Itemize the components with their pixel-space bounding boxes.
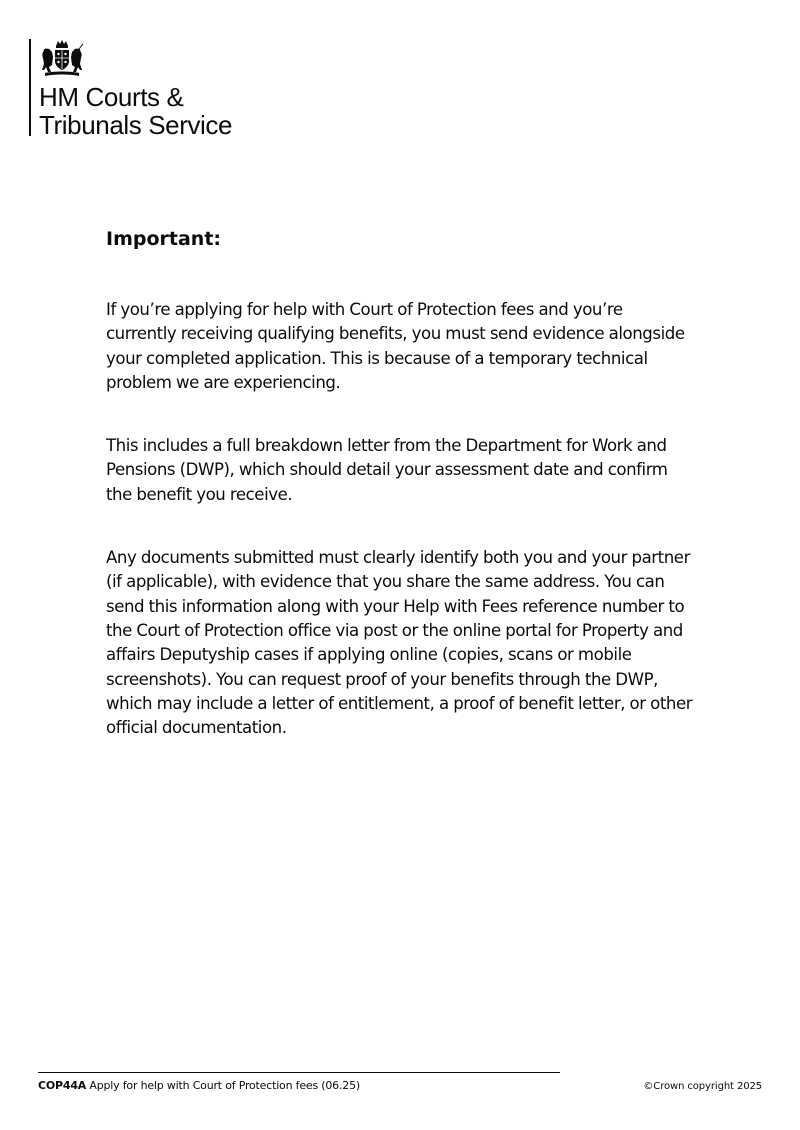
royal-coat-of-arms-icon	[39, 39, 85, 79]
paragraph-documents: Any documents submitted must clearly identify both you and your partner (if applicable), with evidence that you share the same address. You can send this information along with your Help with Fees reference number to the Court of Protection office via post or the online portal for Property and affairs Deputyship cases if applying online (copies, scans or mobile screenshots). You can request proof of your benefits through the DWP, which may include a letter of entitlement, a proof of benefit letter, or other official documentation.	[106, 548, 693, 738]
footer-divider	[38, 1072, 560, 1073]
paragraph-qualifying-benefits: If you’re applying for help with Court of Protection fees and you’re currently receiving qualifying benefits, you must send evidence alongside your completed application. This is because of a temporary technical problem we are experiencing.	[106, 300, 685, 392]
logo-wordmark	[39, 83, 232, 139]
logo-line-1: HM Courts &	[39, 82, 184, 112]
hmcts-logo	[29, 39, 269, 140]
notice-content	[106, 226, 696, 740]
form-code: COP44A	[38, 1079, 87, 1092]
paragraph-dwp-letter: This includes a full breakdown letter from the Department for Work and Pensions (DWP), which should detail your assessment date and confirm the benefit you receive.	[106, 436, 668, 504]
logo-line-2: Tribunals Service	[39, 110, 233, 140]
copyright-notice: ©Crown copyright 2025	[643, 1081, 762, 1092]
form-title: Apply for help with Court of Protection fees (06.25)	[89, 1079, 360, 1092]
logo-rule	[29, 39, 31, 136]
footer-form-reference	[38, 1079, 360, 1093]
page-heading: Important:	[106, 228, 222, 250]
